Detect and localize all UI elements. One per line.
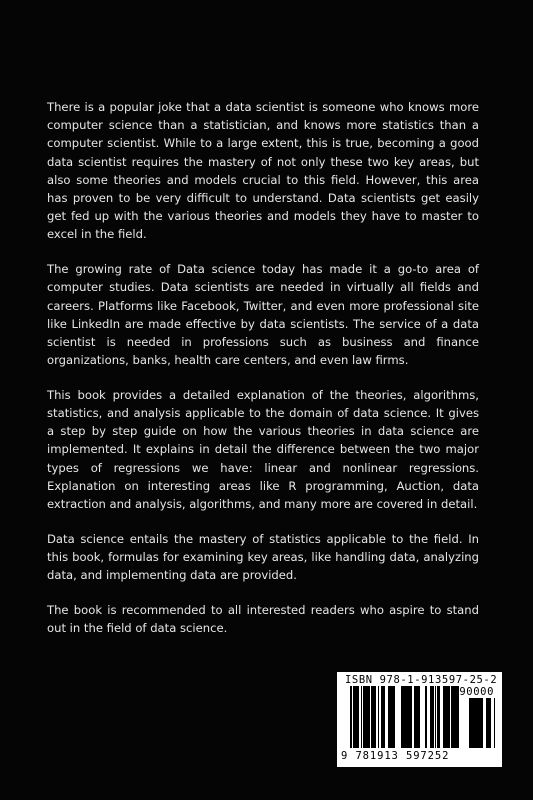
barcode-bar xyxy=(471,698,474,748)
barcode-bar xyxy=(404,686,405,748)
blurb-paragraph-4: Data science entails the mastery of statistics applicable to the field. In this book, formulas for examining key areas, like handling data, analyzing data, and implementing data are provided. xyxy=(47,531,479,583)
barcode-bar xyxy=(478,698,481,748)
barcode-bar xyxy=(449,686,450,748)
barcode-bar xyxy=(372,686,374,748)
barcode-bar xyxy=(367,686,370,748)
ean-digits: 9 781913 597252 xyxy=(341,750,450,762)
barcode-bar xyxy=(486,698,488,748)
barcode-bar xyxy=(426,686,427,748)
barcode-bar xyxy=(470,698,471,748)
barcode-bar xyxy=(392,686,393,748)
barcode-bar xyxy=(430,686,431,748)
barcode-bar xyxy=(363,686,365,748)
barcode-bar xyxy=(431,686,432,748)
barcode-bar xyxy=(381,686,383,748)
barcode-bar xyxy=(408,686,410,748)
price-addon-bars xyxy=(465,698,495,748)
barcode-bar xyxy=(482,698,483,748)
barcode-bar xyxy=(425,686,426,748)
barcode-bar xyxy=(477,698,478,748)
isbn-label: ISBN 978-1-913597-25-2 xyxy=(345,674,498,686)
price-code: 90000 xyxy=(459,686,494,698)
barcode-bar xyxy=(474,698,477,748)
barcode-bar xyxy=(488,698,490,748)
barcode-bar xyxy=(447,686,449,748)
barcode-bar xyxy=(351,686,352,748)
barcode-bar xyxy=(353,686,355,748)
blurb-paragraph-2: The growing rate of Data science today has made it a go-to area of computer studies. Data scientists are needed in virtually all fields and careers. Platforms like Facebook, Twitter, and even more professional site like LinkedIn are made effective by data scientists. The service of a data scientist is needed in professions such as business and finance organizations, banks, health care centers, and even law firms. xyxy=(47,262,479,368)
barcode-bar xyxy=(361,686,362,748)
blurb-paragraph-1: There is a popular joke that a data scientist is someone who knows more computer science than a statistician, and knows more statistics than a computer scientist. While to a large extent, this is true, becoming a good data scientist requires the mastery of not only these two key areas, but also some theories and models crucial to this field. However, this area has proven to be very difficult to understand. Data scientists get easily get fed up with the various theories and models they have to master to excel in the field. xyxy=(47,100,479,242)
barcode-bar xyxy=(393,686,395,748)
blurb-text xyxy=(47,98,479,654)
blurb-paragraph-3: This book provides a detailed explanation of the theories, algorithms, statistics, and analysis applicable to the domain of data science. It gives a step by step guide on how the various theories in data science are implemented. It explains in detail the difference between the two major types of regressions we have: linear and nonlinear regressions. Explanation on interesting areas like R programming, Auction, data extraction and analysis, algorithms, and many more are covered in detail. xyxy=(47,387,479,512)
barcode-bar xyxy=(439,686,440,748)
barcode-bar xyxy=(410,686,412,748)
barcode-bar xyxy=(432,686,433,748)
barcode-bar xyxy=(350,686,351,748)
barcode-bar xyxy=(365,686,367,748)
barcode-bar xyxy=(451,686,452,748)
barcode-bar xyxy=(389,686,390,748)
barcode-bar xyxy=(416,686,419,748)
barcode-bar xyxy=(455,686,456,748)
barcode-bar xyxy=(414,686,416,748)
barcode-bar xyxy=(405,686,408,748)
barcode-bar xyxy=(355,686,358,748)
blurb-paragraph-5: The book is recommended to all interested readers who aspire to stand out in the field of data science. xyxy=(47,602,479,636)
barcode-bar xyxy=(378,686,379,748)
barcode-bar xyxy=(437,686,438,748)
barcode-bar xyxy=(438,686,439,748)
barcode-bar xyxy=(358,686,359,748)
barcode-bar xyxy=(388,686,389,748)
ean-barcode-bars xyxy=(349,686,459,748)
barcode-bar xyxy=(481,698,482,748)
barcode-bar xyxy=(433,686,434,748)
barcode-bar xyxy=(456,686,459,748)
barcode-bar xyxy=(401,686,403,748)
barcode-bar xyxy=(419,686,420,748)
barcode-bar xyxy=(374,686,376,748)
barcode-bar xyxy=(435,686,436,748)
barcode-bar xyxy=(390,686,392,748)
barcode-bar xyxy=(383,686,384,748)
barcode-bar xyxy=(371,686,372,748)
barcode-bar xyxy=(446,686,447,748)
barcode-bar xyxy=(490,698,491,748)
barcode-bar xyxy=(403,686,404,748)
barcode-bar xyxy=(384,686,385,748)
barcode-bar xyxy=(452,686,455,748)
barcode-bar xyxy=(494,698,495,748)
isbn-barcode xyxy=(337,672,502,767)
barcode-bar xyxy=(443,686,446,748)
barcode-bar xyxy=(469,698,470,748)
